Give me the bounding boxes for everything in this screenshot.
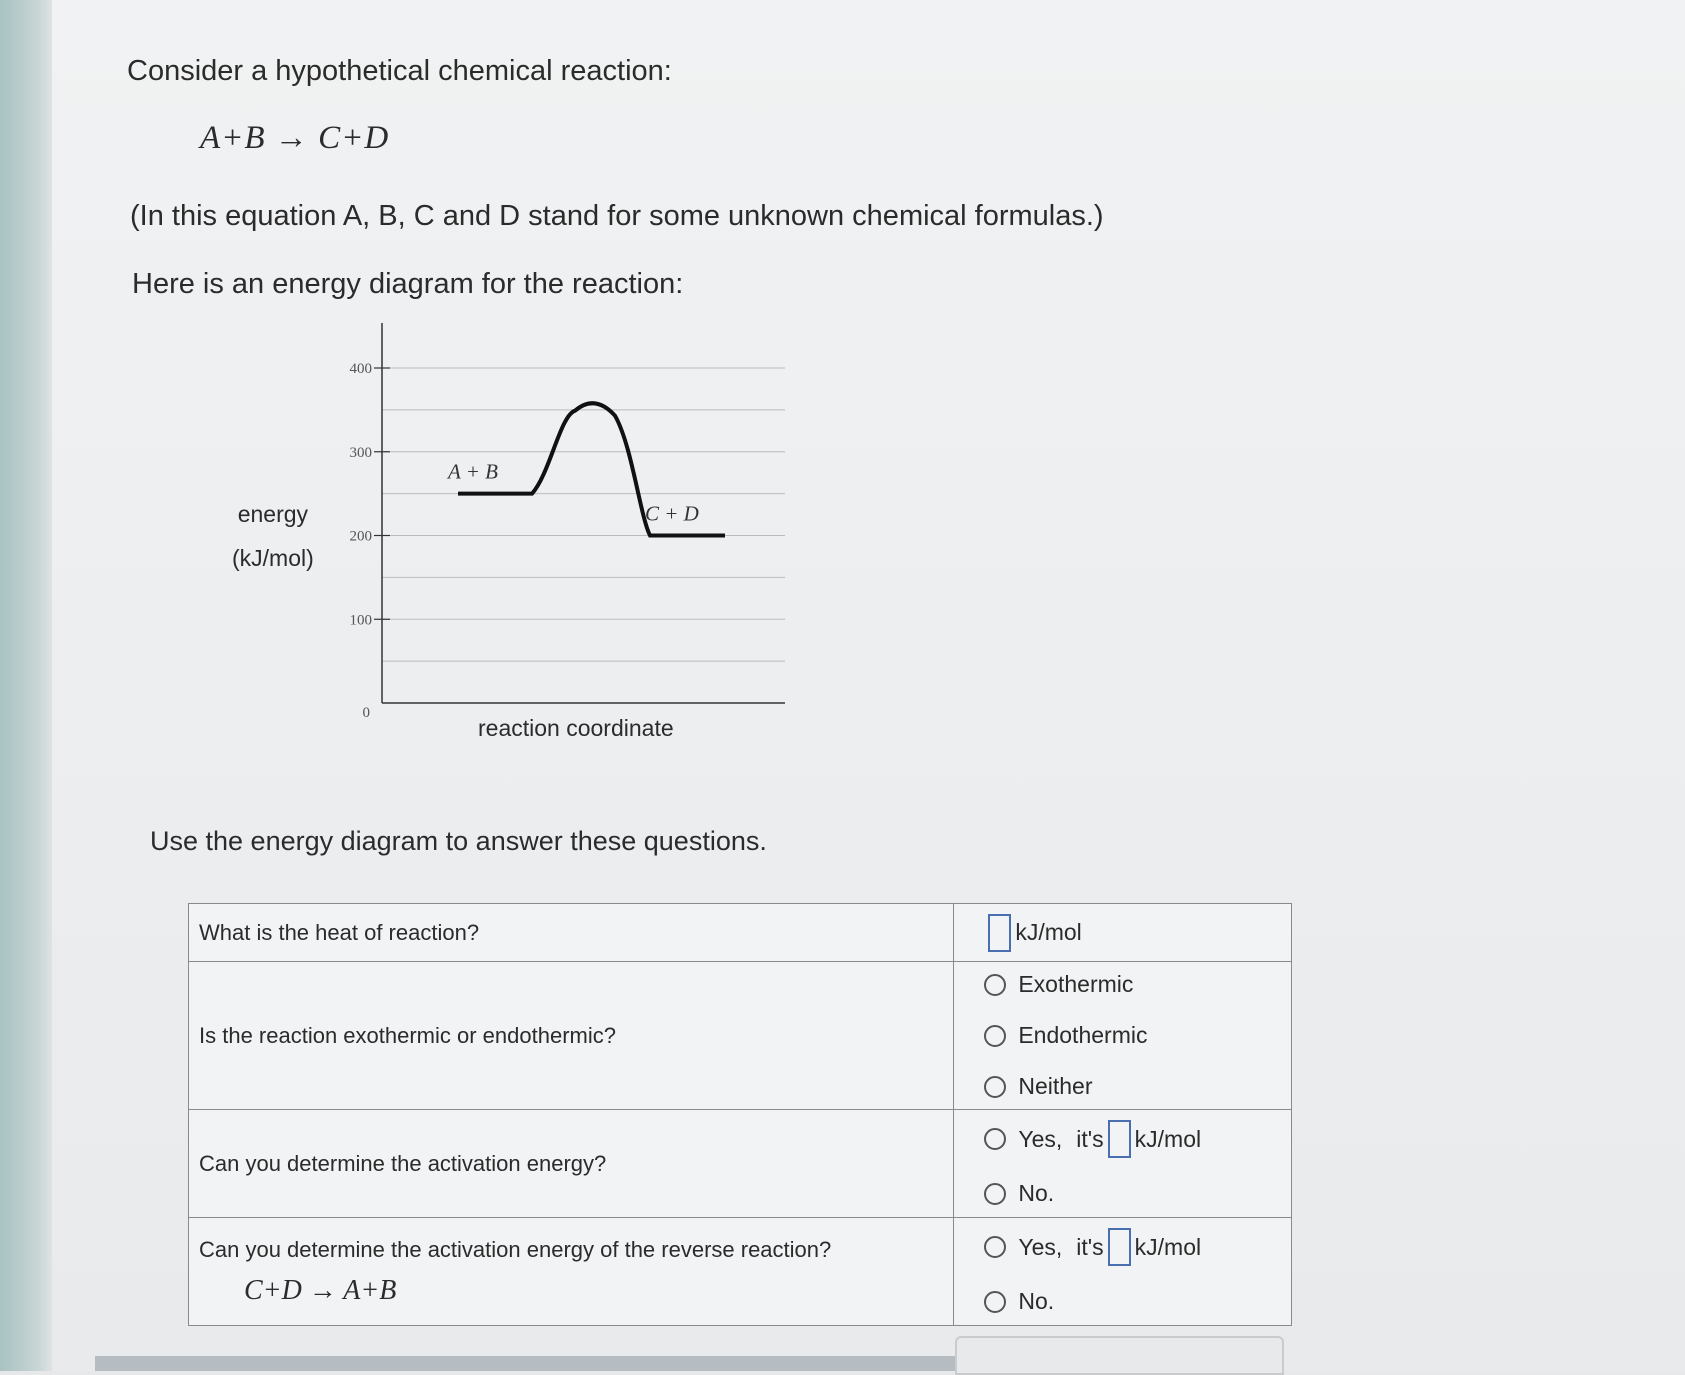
chart-grid xyxy=(382,368,785,661)
energy-diagram xyxy=(220,318,800,718)
table-row xyxy=(189,1110,1292,1218)
radio-reverse-yes[interactable] xyxy=(984,1236,1006,1258)
reaction-equation: A+B → C+D xyxy=(200,120,390,156)
option-neither[interactable]: Neither xyxy=(984,1073,1281,1100)
radio-exothermic[interactable] xyxy=(984,974,1006,996)
tick-label: 200 xyxy=(349,528,372,545)
tick-label: 100 xyxy=(349,612,372,629)
equation-note: (In this equation A, B, C and D stand for some unknown chemical formulas.) xyxy=(130,200,1104,232)
heat-input[interactable] xyxy=(988,914,1011,952)
radio-reverse-no[interactable] xyxy=(984,1291,1006,1313)
option-reverse-no[interactable]: No. xyxy=(984,1288,1281,1315)
answer-heat xyxy=(954,904,1292,962)
radio-activation-no[interactable] xyxy=(984,1183,1006,1205)
table-row xyxy=(189,1218,1292,1326)
table-row xyxy=(189,904,1292,962)
chart-tick-labels xyxy=(350,361,373,718)
answer-reverse-activation xyxy=(954,1218,1292,1326)
option-endothermic[interactable]: Endothermic xyxy=(984,1022,1281,1049)
answer-activation xyxy=(954,1110,1292,1218)
question-exo-endo: Is the reaction exothermic or endothermic? xyxy=(189,962,954,1110)
radio-activation-yes[interactable] xyxy=(984,1128,1006,1150)
question-activation: Can you determine the activation energy? xyxy=(189,1110,954,1218)
activation-input[interactable] xyxy=(1108,1120,1131,1158)
option-exothermic[interactable]: Exothermic xyxy=(984,971,1281,998)
background-left-strip xyxy=(0,0,52,1371)
reverse-activation-input[interactable] xyxy=(1108,1228,1131,1266)
answer-exo-endo xyxy=(954,962,1292,1110)
question-reverse-activation: Can you determine the activation energy of the reverse reaction? C+D → A+B xyxy=(189,1218,954,1326)
tick-label: 300 xyxy=(349,444,372,461)
y-axis-label: energy (kJ/mol) xyxy=(232,501,314,571)
radio-endothermic[interactable] xyxy=(984,1025,1006,1047)
heat-unit: kJ/mol xyxy=(1015,919,1082,945)
tick-label: 0 xyxy=(362,705,370,718)
tick-label: 400 xyxy=(349,361,372,377)
option-activation-yes[interactable]: Yes, it's kJ/mol xyxy=(984,1120,1281,1158)
table-row xyxy=(189,962,1292,1110)
instructions-text: Use the energy diagram to answer these questions. xyxy=(150,826,767,856)
x-axis-label: reaction coordinate xyxy=(478,715,674,741)
bottom-button[interactable] xyxy=(955,1336,1284,1375)
radio-neither[interactable] xyxy=(984,1076,1006,1098)
reactants-label: A + B xyxy=(448,459,498,484)
diagram-intro: Here is an energy diagram for the reaction: xyxy=(132,268,684,300)
option-activation-no[interactable]: No. xyxy=(984,1180,1281,1207)
question-heat: What is the heat of reaction? xyxy=(189,904,954,962)
products-label: C + D xyxy=(645,501,699,526)
intro-text: Consider a hypothetical chemical reaction: xyxy=(127,55,672,87)
option-reverse-yes[interactable]: Yes, it's kJ/mol xyxy=(984,1228,1281,1266)
chart-axes xyxy=(374,323,785,703)
reverse-equation: C+D → A+B xyxy=(244,1274,397,1306)
questions-table xyxy=(188,903,1292,1326)
